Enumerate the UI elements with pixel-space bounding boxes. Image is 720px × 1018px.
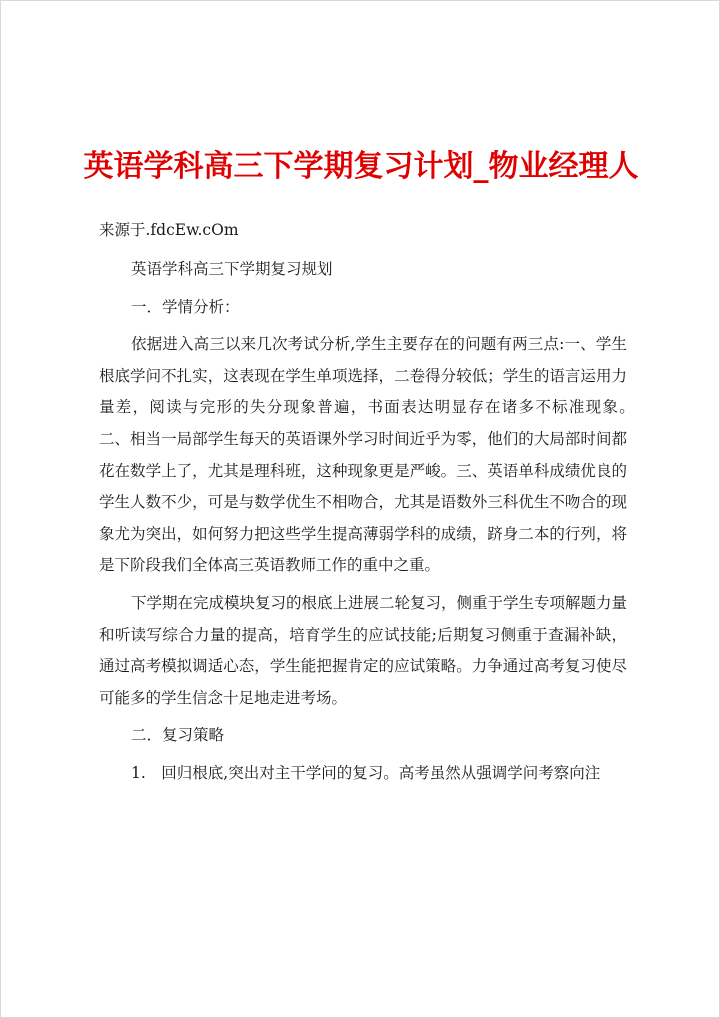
section-heading-analysis: 一．学情分析：: [131, 297, 240, 316]
paragraph-plan: 下学期在完成模块复习的根底上进展二轮复习，侧重于学生专项解题力量和听读写综合力量的提高，培育学生的应试技能;后期复习侧重于查漏补缺，通过高考模拟调适心态，学生能把握肯定的应试策略。力争通过高考复习使尽可能多的学生信念十足地走进考场。: [99, 593, 628, 707]
document-body: [99, 254, 643, 790]
source-line: 来源于.fdcEw.cOm: [99, 221, 239, 239]
paragraph-analysis: 依据进入高三以来几次考试分析,学生主要存在的问题有两三点:一、学生根底学问不扎实，这表现在学生单项选择，二卷得分较低；学生的语言运用力量差，阅读与完形的失分现象普遍，书面表达明显存在诸多不标准现象。 二、相当一局部学生每天的英语课外学习时间近乎为零，他们的大局部时间都花在数学上了，尤其是理科班，这种现象更是严峻。三、英语单科成绩优良的学生人数不少，可是与数学优生不相吻合，尤其是语数外三科优生不吻合的现象尤为突出，如何努力把这些学生提高薄弱学科的成绩，跻身二本的行列，将是下阶段我们全体高三英语教师工作的重中之重。: [99, 335, 643, 575]
strategy-item-1: 1. 回归根底,突出对主干学问的复习。高考虽然从强调学问考察向注: [131, 763, 601, 782]
section-heading-strategy: 二．复习策略: [131, 726, 225, 745]
plan-heading: 英语学科高三下学期复习规划: [131, 260, 333, 278]
document-title: 英语学科高三下学期复习计划_物业经理人: [83, 149, 639, 184]
